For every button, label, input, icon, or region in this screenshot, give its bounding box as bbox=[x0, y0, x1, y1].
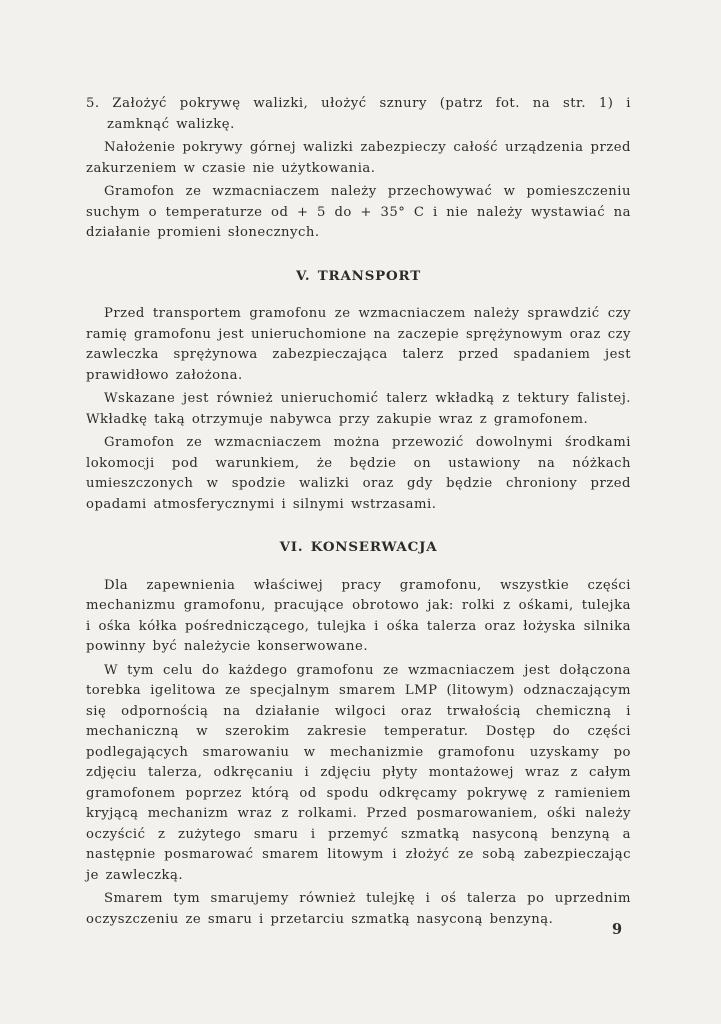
paragraph-maintenance-parts: Dla zapewnienia właściwej pracy gramofonu, wszystkie części mechanizmu gramofonu, pracujące obrotowo jak: rolki z ośkami, tulejka i ośka kółka pośredniczącego, tulejka i ośka talerza oraz łożyska silnika powinny być należycie konserwowane. bbox=[86, 577, 631, 654]
paragraph-storage-conditions: Gramofon ze wzmacniaczem należy przechowywać w pomieszczeniu suchym o temperaturze od + 5 do + 35° C i nie należy wystawiać na działanie promieni słonecznych. bbox=[86, 184, 631, 240]
instruction-item-5: 5. Założyć pokrywę walizki, ułożyć sznury (patrz fot. na str. 1) i zamknąć walizkę. bbox=[86, 96, 631, 132]
page-number: 9 bbox=[612, 921, 623, 938]
paragraph-cover-protection: Nałożenie pokrywy górnej walizki zabezpieczy całość urządzenia przed zakurzeniem w czasie nie użytkowania. bbox=[86, 140, 631, 176]
section-heading-maintenance: VI. KONSERWACJA bbox=[279, 539, 438, 555]
paragraph-maintenance-sleeve: Smarem tym smarujemy również tulejkę i oś talerza po uprzednim oczyszczeniu ze smaru i przetarciu szmatką nasyconą benzyną. bbox=[86, 891, 631, 927]
paragraph-transport-means: Gramofon ze wzmacniaczem można przewozić dowolnymi środkami lokomocji pod warunkiem, że będzie on ustawiony na nóżkach umieszczonych w spodzie walizki oraz gdy będzie chroniony przed opadami atmosferycznymi i silnymi wstrzasami. bbox=[86, 435, 631, 512]
paragraph-transport-insert: Wskazane jest również unieruchomić talerz wkładką z tektury falistej. Wkładkę taką otrzymuje nabywca przy zakupie wraz z gramofonem. bbox=[86, 391, 631, 427]
paragraph-transport-check: Przed transportem gramofonu ze wzmacniaczem należy sprawdzić czy ramię gramofonu jest unieruchomione na zaczepie sprężynowym oraz czy zawleczka sprężynowa zabezpieczająca talerz przed spadaniem jest prawidłowo założona. bbox=[86, 306, 631, 383]
section-heading-transport: V. TRANSPORT bbox=[296, 267, 421, 284]
paragraph-maintenance-lubrication: W tym celu do każdego gramofonu ze wzmacniaczem jest dołączona torebka igelitowa ze specjalnym smarem LMP (litowym) odznaczającym się odpornością na działanie wilgoci oraz trwałością chemiczną i mechaniczną w szerokim zakresie temperatur. Dostęp do części podlegających smarowaniu w mechanizmie gramofonu uzyskamy po zdjęciu talerza, odkręcaniu i zdjęciu płyty montażowej wraz z całym gramofonem poprzez którą od spodu odkręcamy pokrywę z ramieniem kryjącą mechanizm wraz z rolkami. Przed posmarowaniem, ośki należy oczyścić z zużytego smaru i przemyć szmatką nasyconą benzyną a następnie posmarować smarem litowym i złożyć ze sobą zabezpieczając je zawleczką. bbox=[86, 662, 631, 883]
page-content bbox=[86, 94, 631, 930]
